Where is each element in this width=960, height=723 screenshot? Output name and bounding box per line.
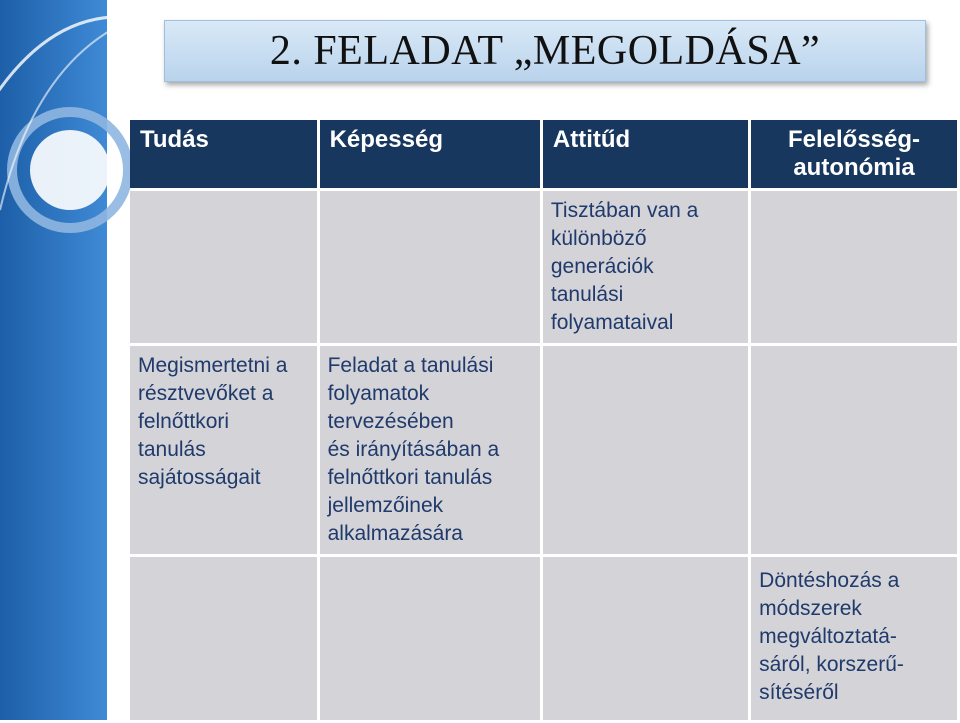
cell-line: generációk (550, 255, 654, 278)
cell-line: alkalmazására (327, 522, 463, 545)
cell-line: felnőttkori (138, 410, 230, 433)
header-kepesseg: Képesség (320, 120, 540, 188)
cell-line: tervezésében (327, 410, 454, 433)
header-attitud: Attitűd (543, 120, 748, 188)
competency-table (127, 117, 960, 723)
cell-line: és irányításában a (327, 438, 500, 461)
cell-r2-tudas (130, 346, 317, 554)
cell-line: felnőttkori tanulás (327, 466, 493, 489)
cell-line: folyamatok (327, 382, 430, 405)
cell-r1-kepesseg (320, 191, 540, 343)
cell-line: tanulási (550, 283, 624, 306)
cell-line: sáról, korszerű- (759, 653, 904, 676)
header-tudas: Tudás (130, 120, 317, 188)
cell-line: Döntéshozás a (759, 569, 900, 592)
cell-r2-attitud (543, 346, 748, 554)
table-row (130, 191, 957, 343)
cell-line: Tisztában van a (550, 199, 699, 222)
title-banner (164, 20, 926, 82)
cell-line: jellemzőinek (327, 494, 444, 517)
cell-line: résztvevőket a (138, 382, 274, 405)
header-felelosseg-text: Felelősség-autonómia (787, 126, 921, 181)
cell-line: megváltoztatá- (759, 625, 897, 648)
table-row (130, 346, 957, 554)
cell-line: módszerek (759, 597, 862, 620)
cell-r2-kepesseg (320, 346, 540, 554)
cell-line: Feladat a tanulási (327, 354, 494, 377)
cell-r2-felelosseg (751, 346, 957, 554)
cell-line: tanulás (138, 438, 206, 461)
page-title: 2. FELADAT „MEGOLDÁSA” (269, 28, 821, 74)
table-header-row (130, 120, 957, 188)
cell-line: különböző (550, 227, 647, 250)
cell-r3-felelosseg (751, 557, 957, 720)
cell-line: folyamataival (550, 311, 674, 334)
header-felelosseg (751, 120, 957, 188)
cell-r1-felelosseg (751, 191, 957, 343)
cell-line: Megismertetni a (138, 354, 288, 377)
cell-r1-tudas (130, 191, 317, 343)
table-row (130, 557, 957, 720)
cell-r3-attitud (543, 557, 748, 720)
cell-line: sajátosságait (138, 466, 261, 489)
cell-r1-attitud (543, 191, 748, 343)
cell-r3-tudas (130, 557, 317, 720)
cell-r3-kepesseg (320, 557, 540, 720)
cell-line: sítéséről (759, 681, 839, 704)
